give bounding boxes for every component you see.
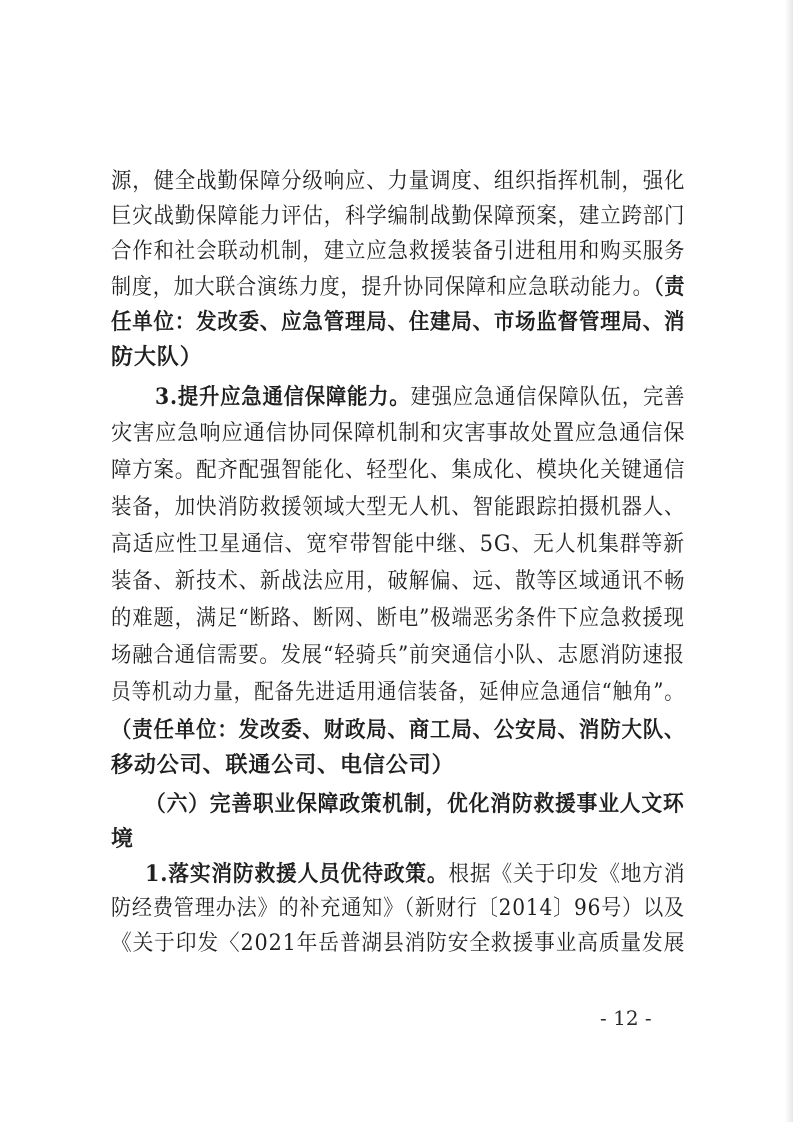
chapter-heading: （六）完善职业保障政策机制，优化消防救援事业人文环 bbox=[145, 791, 685, 817]
text-line: 员等机动力量，配备先进适用通信装备，延伸应急通信“触角”。 bbox=[111, 680, 685, 705]
text-line: 防经费管理办法》的补充通知》（新财行〔2014〕96号）以及 bbox=[111, 896, 685, 921]
responsible-units-line: （责任单位：发改委、财政局、商工局、公安局、消防大队、 bbox=[111, 717, 686, 743]
section-heading-line: 3.提升应急通信保障能力。建强应急通信保障队伍，完善 bbox=[155, 384, 686, 410]
text-line: 《关于印发〈2021年岳普湖县消防安全救援事业高质量发展 bbox=[111, 931, 686, 956]
text-line: 场融合通信需要。发展“轻骑兵”前突通信小队、志愿消防速报 bbox=[111, 643, 685, 668]
text-line: 源，健全战勤保障分级响应、力量调度、组织指挥机制，强化 bbox=[111, 169, 686, 194]
chapter-heading: 境 bbox=[111, 826, 134, 852]
page-number: - 12 - bbox=[600, 1006, 652, 1030]
section-heading: 3.提升应急通信保障能力。 bbox=[155, 384, 411, 410]
text-line: 巨灾战勤保障能力评估，科学编制战勤保障预案，建立跨部门 bbox=[111, 204, 686, 229]
section-heading-line: 1.落实消防救援人员优待政策。根据《关于印发《地方消 bbox=[145, 861, 686, 887]
section-heading: 1.落实消防救援人员优待政策。 bbox=[145, 861, 449, 887]
responsible-units-line: 防大队） bbox=[111, 344, 203, 370]
text-line: 合作和社会联动机制，建立应急救援装备引进租用和购买服务 bbox=[111, 239, 686, 264]
responsible-units-line: 移动公司、联通公司、电信公司） bbox=[111, 752, 455, 778]
text-line: 制度，加大联合演练力度，提升协同保障和应急联动能力。（责 bbox=[111, 274, 686, 300]
responsible-units-line: 任单位：发改委、应急管理局、住建局、市场监督管理局、消 bbox=[111, 309, 686, 335]
text-line: 装备、新技术、新战法应用，破解偏、远、散等区域通讯不畅 bbox=[111, 569, 686, 594]
text-line: 灾害应急响应通信协同保障机制和灾害事故处置应急通信保 bbox=[111, 421, 686, 446]
text-line: 的难题，满足“断路、断网、断电”极端恶劣条件下应急救援现 bbox=[111, 606, 685, 631]
text-line: 高适应性卫星通信、宽窄带智能中继、5G、无人机集群等新 bbox=[111, 532, 685, 557]
text-line: 障方案。配齐配强智能化、轻型化、集成化、模块化关键通信 bbox=[111, 458, 686, 483]
text-line: 装备，加快消防救援领域大型无人机、智能跟踪拍摄机器人、 bbox=[111, 495, 686, 520]
scan-edge-shadow bbox=[785, 0, 793, 1122]
